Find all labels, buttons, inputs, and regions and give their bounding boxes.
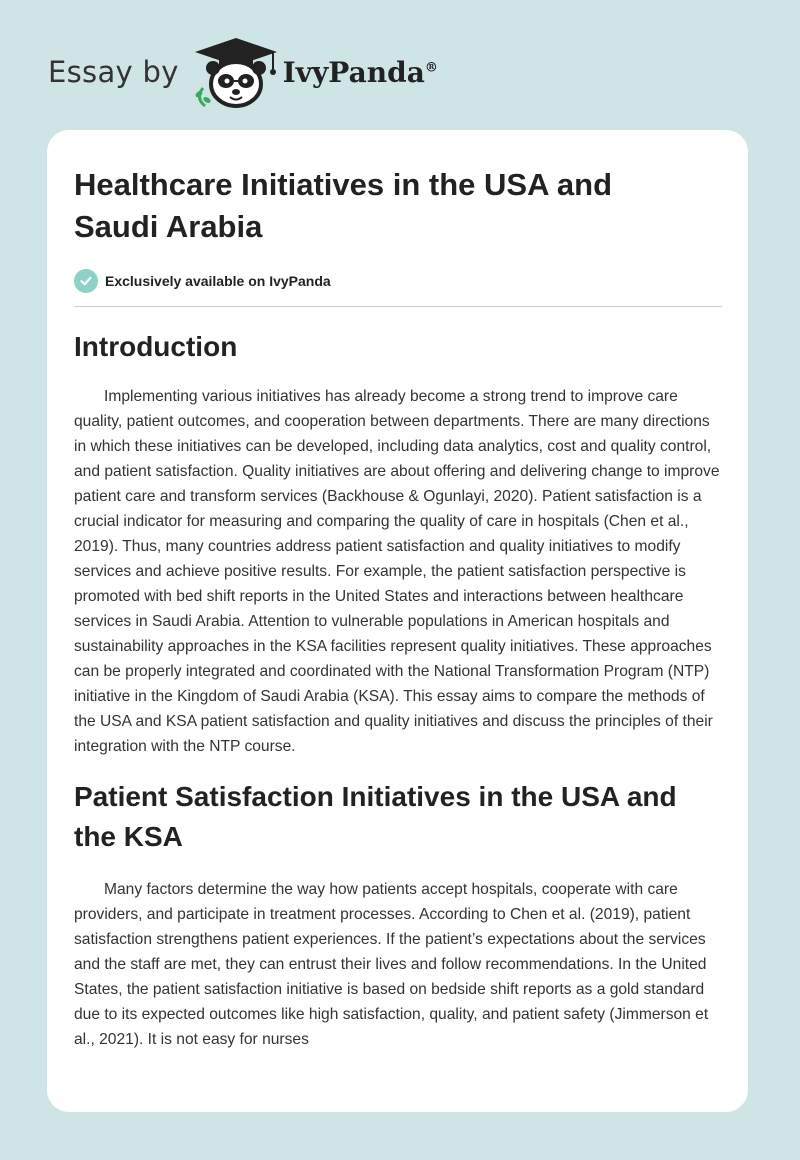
article-card (47, 130, 748, 1112)
page-title: Healthcare Initiatives in the USA and Saudi Arabia (74, 167, 613, 244)
registered-mark: ® (424, 60, 438, 76)
section-paragraph-introduction: Implementing various initiatives has already become a strong trend to improve care quality, patient outcomes, and cooperation between departments. There are many directions in which these initiatives can be developed, including data analytics, cost and quality control, and patient satisfaction. Quality initiatives are about offering and delivering change to improve patient care and transform services (Backhouse & Ogunlayi, 2020). Patient satisfaction is a crucial indicator for measuring and comparing the quality of care in hospitals (Chen et al., 2019). Thus, many countries address patient satisfaction and quality initiatives to modify services and achieve positive results. For example, the patient satisfaction perspective is promoted with bed shift reports in the United States and interactions between healthcare services in Saudi Arabia. Attention to vulnerable populations in American hospitals and sustainability approaches in the KSA facilities represent quality initiatives. These approaches can be properly integrated and coordinated with the National Transformation Program (NTP) initiative in the Kingdom of Saudi Arabia (KSA). This essay aims to compare the methods of the USA and KSA patient satisfaction and quality initiatives and discuss the principles of their integration with the NTP course. (74, 388, 720, 755)
site-header (48, 36, 438, 108)
brand-name[interactable]: IvyPanda® (282, 55, 438, 89)
brand-prefix: Essay by (48, 55, 179, 89)
divider (74, 306, 722, 307)
check-icon (74, 269, 98, 293)
exclusive-badge (74, 268, 721, 294)
panda-graduate-icon (193, 36, 279, 108)
section-heading-introduction: Introduction (74, 331, 238, 362)
exclusive-label: Exclusively available on IvyPanda (105, 273, 331, 289)
section-paragraph-patient-satisfaction: Many factors determine the way how patients accept hospitals, cooperate with care providers, and participate in treatment processes. According to Chen et al. (2019), patient satisfaction strengthens patient experiences. If the patient’s expectations about the services and the staff are met, they can entrust their lives and follow recommendations. In the United States, the patient satisfaction initiative is based on bedside shift reports as a gold standard due to its expected outcomes like high satisfaction, quality, and patient safety (Jimmerson et al., 2021). It is not easy for nurses (74, 881, 709, 1048)
section-heading-patient-satisfaction: Patient Satisfaction Initiatives in the USA and the KSA (74, 781, 677, 852)
